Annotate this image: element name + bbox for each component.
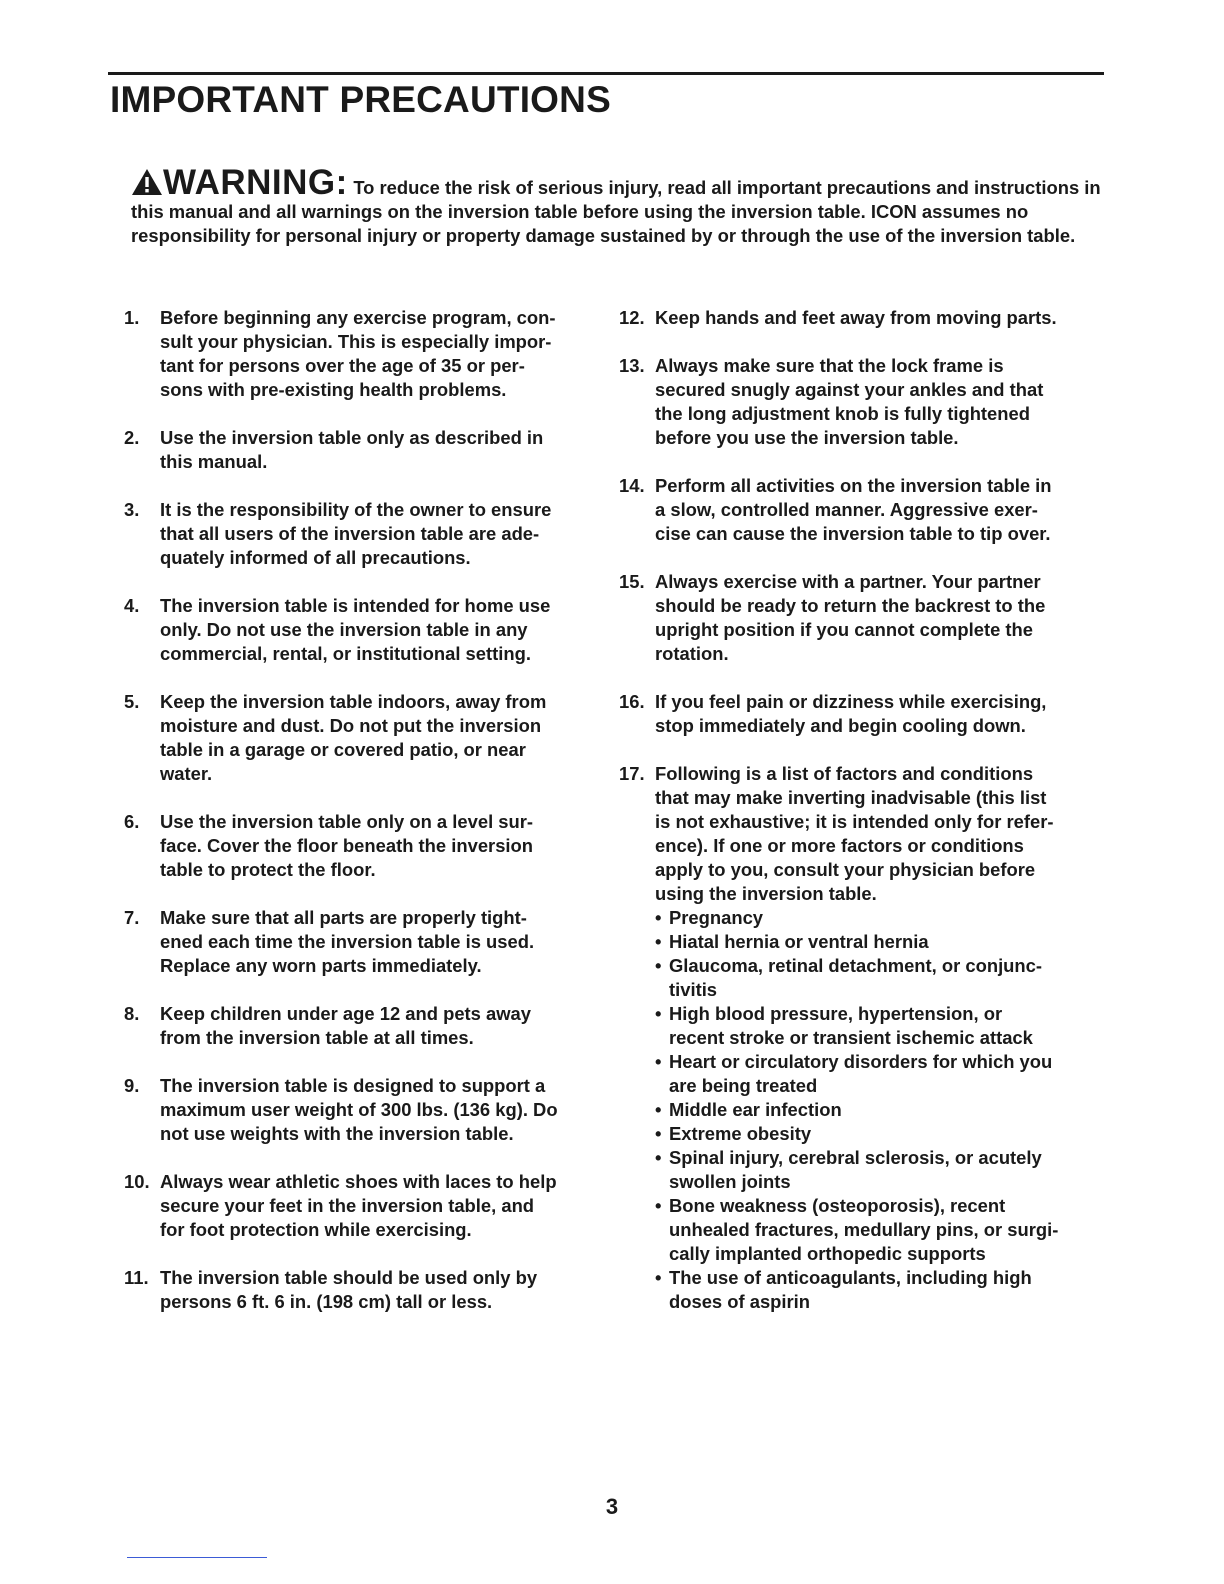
- warning-block: [131, 163, 1106, 248]
- bullet-icon: •: [655, 1099, 662, 1120]
- precaution-item: [619, 690, 1099, 738]
- precautions-right-list: [619, 306, 1099, 738]
- warning-triangle-icon: [131, 168, 163, 196]
- item-number: 16.: [619, 691, 645, 712]
- condition-list-item: [655, 1122, 1099, 1146]
- item-number: 17.: [619, 763, 645, 784]
- warning-colon: :: [335, 163, 348, 202]
- item-number: 8.: [124, 1003, 140, 1024]
- warning-text: To reduce the risk of serious injury, read all important precautions and instructions in this manual and all warnings on the inversion table before using the inversion table. ICON assumes no responsibility for personal injury or property damage sustained by or through the use of the inversion table.: [131, 177, 1101, 246]
- condition-list-item: [655, 954, 1099, 1002]
- item-text: Use the inversion table only on a level sur- face. Cover the floor beneath the inversion table to protect the floor.: [160, 811, 534, 880]
- item-text: If you feel pain or dizziness while exercising, stop immediately and begin cooling down.: [655, 691, 1047, 736]
- bullet-icon: •: [655, 1003, 662, 1024]
- item-number: 7.: [124, 907, 140, 928]
- condition-list-item: [655, 1098, 1099, 1122]
- precaution-item: [124, 810, 604, 882]
- bullet-icon: •: [655, 1051, 662, 1072]
- item-number: 10.: [124, 1171, 150, 1192]
- condition-list-item: [655, 1050, 1099, 1098]
- condition-list-item: [655, 1002, 1099, 1050]
- precaution-item: [619, 474, 1099, 546]
- item-text: The inversion table should be used only by persons 6 ft. 6 in. (198 cm) tall or less.: [160, 1267, 538, 1312]
- precaution-item: [124, 1002, 604, 1050]
- precaution-item-17: [619, 762, 1099, 1314]
- condition-list-item: [655, 1266, 1099, 1314]
- bullet-icon: •: [655, 1195, 662, 1216]
- page-title: IMPORTANT PRECAUTIONS: [110, 79, 611, 120]
- item-text: The inversion table is intended for home use only. Do not use the inversion table in any commercial, rental, or institutional setting.: [160, 595, 551, 664]
- item-number: 14.: [619, 475, 645, 496]
- precautions-right-column: [619, 306, 1099, 1314]
- bullet-icon: •: [655, 1147, 662, 1168]
- item-text: Keep children under age 12 and pets away from the inversion table at all times.: [160, 1003, 532, 1048]
- item-number: 13.: [619, 355, 645, 376]
- precaution-item: [619, 570, 1099, 666]
- precaution-item: [124, 1074, 604, 1146]
- condition-text: Heart or circulatory disorders for which you are being treated: [669, 1051, 1053, 1096]
- precaution-item: [619, 354, 1099, 450]
- condition-list-item: [655, 1146, 1099, 1194]
- precaution-item: [619, 306, 1099, 330]
- item-number: 2.: [124, 427, 140, 448]
- precaution-item: [124, 498, 604, 570]
- condition-text: Hiatal hernia or ventral hernia: [669, 931, 929, 952]
- condition-text: High blood pressure, hypertension, or recent stroke or transient ischemic attack: [669, 1003, 1033, 1048]
- item-number: 5.: [124, 691, 140, 712]
- item-text: It is the responsibility of the owner to ensure that all users of the inversion table are ade- quately informed of all precautions.: [160, 499, 552, 568]
- condition-text: Pregnancy: [669, 907, 764, 928]
- precaution-item: [124, 426, 604, 474]
- bullet-icon: •: [655, 1267, 662, 1288]
- item-number: 9.: [124, 1075, 140, 1096]
- item-text: Always exercise with a partner. Your partner should be ready to return the backrest to the upright position if you cannot complete the rotation.: [655, 571, 1046, 664]
- bullet-icon: •: [655, 955, 662, 976]
- warning-label: WARNING: [163, 163, 336, 202]
- bullet-icon: •: [655, 907, 662, 928]
- item-number: 1.: [124, 307, 140, 328]
- condition-list-item: [655, 930, 1099, 954]
- item-text: Use the inversion table only as described in this manual.: [160, 427, 544, 472]
- item-number: 11.: [124, 1267, 149, 1288]
- bullet-icon: •: [655, 1123, 662, 1144]
- item-number: 6.: [124, 811, 140, 832]
- precaution-item: [124, 690, 604, 786]
- precaution-item: [124, 906, 604, 978]
- bullet-icon: •: [655, 931, 662, 952]
- precautions-left-column: [124, 306, 604, 1338]
- precaution-item: [124, 1266, 604, 1314]
- item-text: Perform all activities on the inversion table in a slow, controlled manner. Aggressive exer- cise can cause the inversion table to tip over.: [655, 475, 1052, 544]
- condition-list-item: [655, 1194, 1099, 1266]
- item-text: Keep the inversion table indoors, away from moisture and dust. Do not put the inversion table in a garage or covered patio, or near water.: [160, 691, 547, 784]
- condition-text: Bone weakness (osteoporosis), recent unhealed fractures, medullary pins, or surgi- cally implanted orthopedic supports: [669, 1195, 1059, 1264]
- precaution-item: [124, 306, 604, 402]
- item-text: Make sure that all parts are properly tight- ened each time the inversion table is used. Replace any worn parts immediately.: [160, 907, 535, 976]
- condition-text: Spinal injury, cerebral sclerosis, or acutely swollen joints: [669, 1147, 1042, 1192]
- precaution-item: [124, 594, 604, 666]
- item-text: Keep hands and feet away from moving parts.: [655, 307, 1057, 328]
- item-text: Always wear athletic shoes with laces to help secure your feet in the inversion table, and for foot protection while exercising.: [160, 1171, 557, 1240]
- item-text: Always make sure that the lock frame is secured snugly against your ankles and that the long adjustment knob is fully tightened before you use the inversion table.: [655, 355, 1044, 448]
- item-number: 15.: [619, 571, 645, 592]
- item-text: The inversion table is designed to support a maximum user weight of 300 lbs. (136 kg). Do not use weights with the inversion table.: [160, 1075, 558, 1144]
- top-rule: [108, 72, 1104, 75]
- condition-text: Extreme obesity: [669, 1123, 812, 1144]
- item-text: Before beginning any exercise program, con- sult your physician. This is especially impor- tant for persons over the age of 35 or per- sons with pre-existing health problems.: [160, 307, 556, 400]
- condition-list-item: [655, 906, 1099, 930]
- page-number: 3: [605, 1494, 619, 1519]
- condition-text: Glaucoma, retinal detachment, or conjunc- tivitis: [669, 955, 1042, 1000]
- item-number: 3.: [124, 499, 140, 520]
- item-number: 4.: [124, 595, 140, 616]
- item-text: Following is a list of factors and conditions that may make inverting inadvisable (this list is not exhaustive; it is intended only for refer- ence). If one or more factors or conditions apply to you, consult your physician before using the inversion table.: [655, 763, 1054, 904]
- condition-text: Middle ear infection: [669, 1099, 842, 1120]
- condition-text: The use of anticoagulants, including high doses of aspirin: [669, 1267, 1032, 1312]
- bottom-rule: [127, 1557, 267, 1558]
- precaution-item: [124, 1170, 604, 1242]
- conditions-list: [655, 906, 1099, 1314]
- item-number: 12.: [619, 307, 645, 328]
